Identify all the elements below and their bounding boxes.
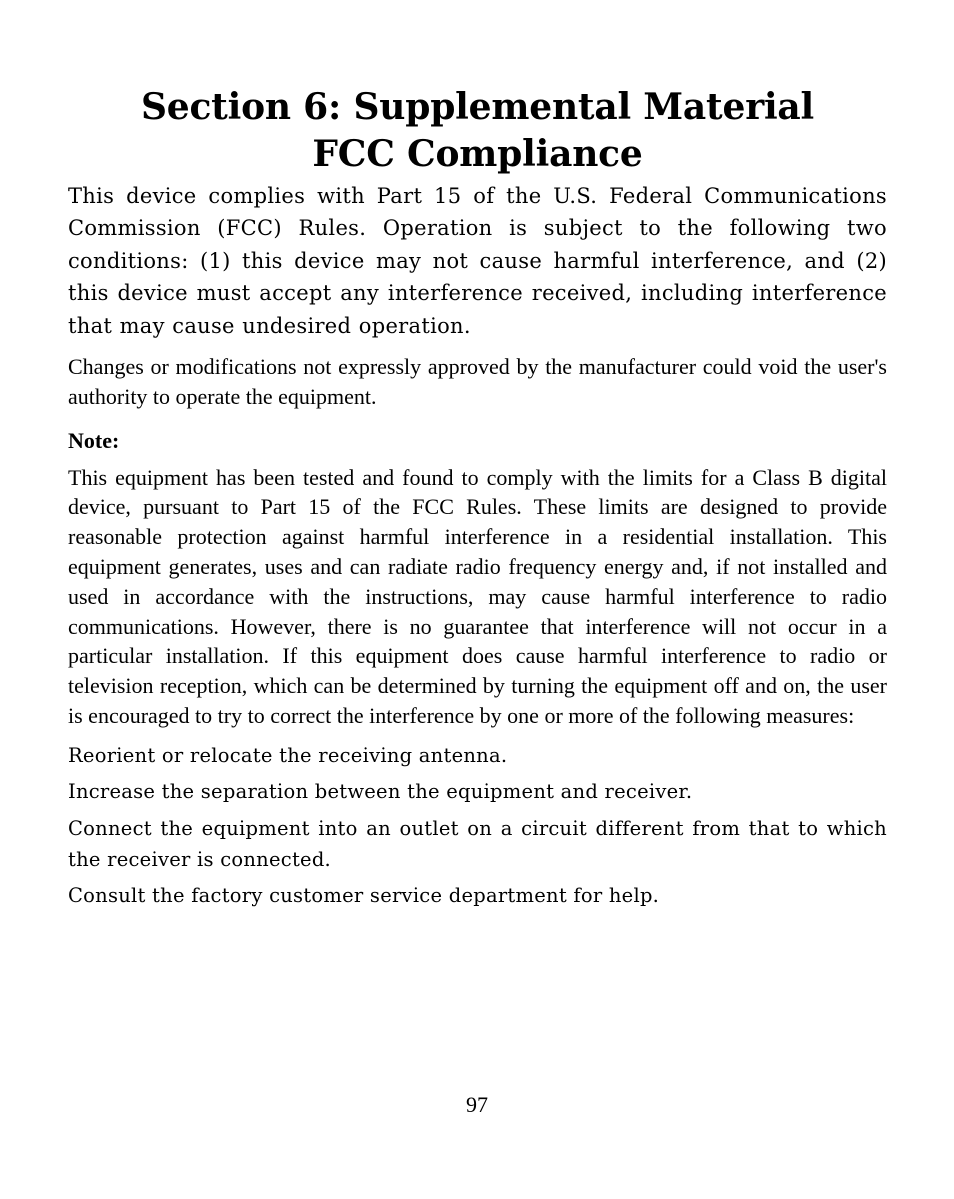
changes-paragraph: Changes or modifications not expressly approved by the manufacturer could void the user's authority to operate the equipment. [68,354,887,409]
document-page [68,84,887,911]
fcc-compliance-subtitle: FCC Compliance [312,133,643,175]
section-title [68,84,887,178]
measure-item: Reorient or relocate the receiving antenna. [68,743,508,767]
measure-item: Increase the separation between the equipment and receiver. [68,779,693,803]
section-title-text: Section 6: Supplemental Material [140,86,815,128]
measure-item: Connect the equipment into an outlet on a circuit different from that to which the receiver is connected. [68,816,887,871]
note-paragraph: This equipment has been tested and found to comply with the limits for a Class B digital device, pursuant to Part 15 of the FCC Rules. These limits are designed to provide reasonable protection against harmful interference in a residential installation. This equipment generates, uses and can radiate radio frequency energy and, if not installed and used in accordance with the instructions, may cause harmful interference to radio communications. However, there is no guarantee that interference will not occur in a particular installation. If this equipment does cause harmful interference to radio or television reception, which can be determined by turning the equipment off and on, the user is encouraged to try to correct the interference by one or more of the following measures: [68,464,887,728]
page-number: 97 [466,1092,488,1117]
note-heading: Note: [68,427,120,453]
intro-paragraph: This device complies with Part 15 of the U.S. Federal Communications Commission (FCC) Rules. Operation is subject to the following two conditions: (1) this device may not cause harmful interference, and (2) this device must accept any interference received, including interference that may cause undesired operation. [68,184,887,338]
measure-item: Consult the factory customer service department for help. [68,883,660,907]
